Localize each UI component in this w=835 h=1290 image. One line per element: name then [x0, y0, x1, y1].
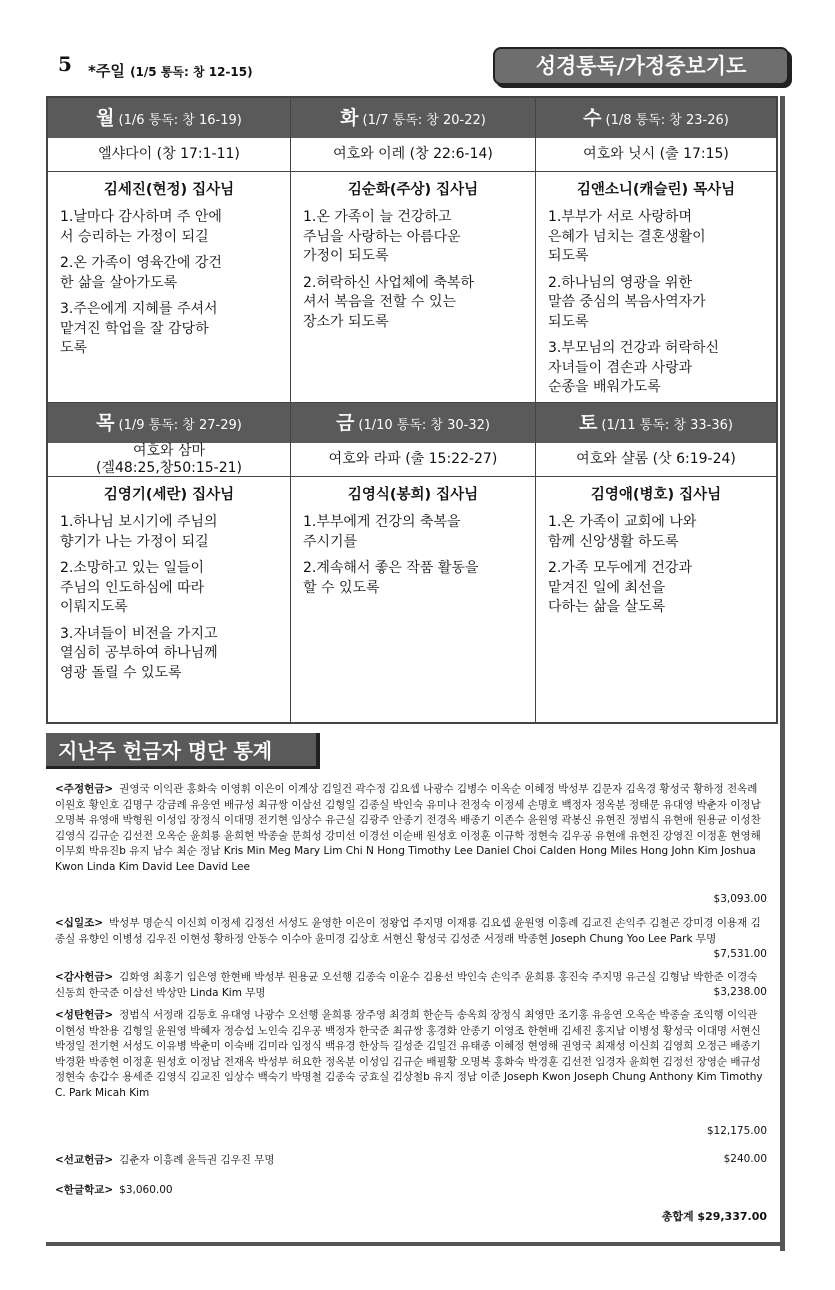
day-name: 수	[583, 107, 602, 129]
day-header	[536, 98, 776, 138]
day-name: 월	[96, 107, 115, 129]
day-cell-mon	[48, 98, 291, 403]
offering-names: 정범식 서정래 김동호 유대영 나광수 오선행 윤희룡 장주영 최경희 한순득 송옥희 장정식 최영만 조기홍 유응연 오옥순 박종술 조익행 이익관 이현성 박찬용 김형일 윤원영 박혜자 정승섭 노인숙 김우공 백정자 한국준 최규쌍 홍경화 안종기 이영조 한현배 김세진 홍지남 이병성 황성국 이대명 서현신 박정일 전기현 서성도 이유병 박춘미 이숙배 김미라 임정식 백유경 한상득 길성준 김일건 유태종 이혜정 현영해 권영국 최재성 이신희 김영희 오정근 배종기 박경환 박종현 이정훈 원성호 이정남 전재옥 박성부 허요한 정옥분 이성임 김규순 배필황 오명복 홍화숙 박경훈 김선전 임경자 윤희현 김정선 장영순 배규성 정현숙 송갑수 용세준 김영식 김교진 임상수 백숙기 박명철 김종숙 궁효실 김상철b 유지 정남 이준 Joseph Kwon Joseph Chung Anthony Kim Timothy C. Park Micah Kim	[55, 1009, 763, 1099]
week-title	[88, 60, 253, 81]
day-cell-tue	[291, 98, 536, 403]
day-verse: 여호와 삼마 (겔48:25,창50:15-21)	[48, 443, 290, 477]
prayer-item: 3.주은에게 지혜를 주셔서 맡겨진 학업을 잘 감당하 도록	[60, 301, 218, 356]
prayer-item: 2.하나님의 영광을 위한 말씀 중심의 복음사역자가 되도록	[548, 274, 706, 330]
prayer-item: 2.허락하신 사업체에 축복하 셔서 복음을 전할 수 있는 장소가 되도록	[303, 274, 475, 330]
day-leader: 김영식(봉희) 집사님	[347, 487, 479, 503]
day-cell-fri	[291, 403, 536, 722]
prayer-item: 2.온 가족이 영육간에 강건 한 삶을 살아가도록	[60, 255, 222, 291]
page-frame-shadow	[780, 96, 785, 1251]
offering-names: 김화영 최홍기 임은영 한현배 박성부 원용균 오선행 김종숙 이윤수 김용선 박인숙 손익주 윤희룡 홍진숙 주지명 유근실 김형남 박한준 이경숙 신동희 한국준 이삼선 박상만 Linda Kim 무명	[55, 971, 758, 999]
day-header	[48, 403, 290, 443]
day-reading: (1/8 통독: 창 23-26)	[605, 113, 729, 128]
offering-category: <십일조>	[55, 917, 104, 929]
section-banner: 성경통독/가정중보기도	[493, 47, 789, 85]
prayer-item: 2.가족 모두에게 건강과 맡겨진 일에 최선을 다하는 삶을 살도록	[548, 560, 692, 615]
day-reading: (1/6 통독: 창 16-19)	[118, 113, 242, 128]
offering-block-tithe	[55, 916, 767, 947]
offering-names: 권영국 이익관 홍화숙 이영휘 이은이 이계상 김일건 곽수정 김요셉 나광수 김병수 이옥순 이혜정 박성부 김문자 김옥경 황성국 황하정 전옥례 이원호 황인호 김명구 강금례 유응연 배규성 최규쌍 이삼선 김형일 김종실 박인숙 유미나 전정숙 이정세 손명호 백정자 정옥분 정태문 유대영 박춘자 이정남 오명복 유영애 박형원 이성임 장정식 이대명 전기현 임상수 유근실 김광주 안종기 전경옥 배종기 이존수 윤원영 곽봉신 유현진 정범식 유현애 원용균 이성찬 김영식 김규순 김선전 오옥순 윤희룡 윤희현 박종술 문희성 강미선 이경선 이순배 원성호 이정훈 이규학 정현숙 김우공 유현애 유현진 강영진 이정훈 현영해 이무회 박유진b 유지 남수 최순 정남 Kris Min Meg Mary Lim Chi N Hong Timothy Lee Daniel Choi Calden Hong Miles Hong John Kim Joshua Kwon Linda Kim David Lee David Lee	[55, 783, 761, 873]
day-verse: 여호와 라파 (출 15:22-27)	[291, 443, 535, 477]
prayer-list	[303, 208, 527, 339]
page-number: 5	[58, 52, 72, 76]
day-leader: 김영애(병호) 집사님	[590, 487, 722, 503]
offering-amount: $3,093.00	[713, 893, 767, 905]
offering-block-thanks	[55, 970, 767, 1001]
day-reading: (1/7 통독: 창 20-22)	[362, 113, 486, 128]
prayer-item: 1.부부에게 건강의 축복을 주시기를	[303, 514, 461, 550]
day-header	[536, 403, 776, 443]
prayer-item: 3.부모님의 건강과 허락하신 자녀들이 겸손과 사랑과 순종을 배워가도록	[548, 340, 720, 395]
day-verse: 여호와 이레 (창 22:6-14)	[291, 138, 535, 172]
day-cell-wed	[536, 98, 776, 403]
prayer-list	[548, 513, 768, 625]
day-reading: (1/11 통독: 창 33-36)	[601, 418, 733, 433]
offering-total: 총합계 $29,337.00	[661, 1210, 767, 1223]
offering-amount: $7,531.00	[713, 948, 767, 960]
prayer-list	[303, 513, 527, 605]
offering-amount: $12,175.00	[706, 1125, 767, 1137]
offering-names: $3,060.00	[119, 1184, 173, 1196]
day-header	[48, 98, 290, 138]
offering-section-title: 지난주 헌금자 명단 통계	[46, 733, 320, 769]
offering-amount: $240.00	[723, 1153, 767, 1165]
day-cell-sat	[536, 403, 776, 722]
day-header	[291, 403, 535, 443]
day-leader: 김영기(세란) 집사님	[103, 487, 235, 503]
offering-category: <성탄헌금>	[55, 1009, 114, 1021]
day-reading: (1/10 통독: 창 30-32)	[358, 418, 490, 433]
day-leader: 김순화(주상) 집사님	[347, 182, 479, 198]
prayer-list	[548, 208, 768, 405]
prayer-item: 1.온 가족이 늘 건강하고 주님을 사랑하는 아름다운 가정이 되도록	[303, 209, 461, 264]
bottom-rule	[46, 1242, 785, 1246]
offering-category: <한글학교>	[55, 1184, 114, 1196]
offering-amount: $3,238.00	[713, 986, 767, 998]
prayer-list	[60, 513, 282, 690]
offering-names: 박성부 명순식 이신희 이정세 김정선 서성도 윤영한 이은이 정왕업 주지명 이재룡 김요셉 윤원영 이흥례 김교진 손익주 김철곤 강미경 이용재 김종실 유향인 이병성 김우진 이현성 황하정 안동수 이수아 윤미경 김상호 서현신 황성국 김성준 서정래 박종현 Joseph Chung Yoo Lee Park 무명	[55, 917, 761, 945]
prayer-grid	[46, 96, 778, 724]
day-header	[291, 98, 535, 138]
prayer-item: 1.부부가 서로 사랑하며 은혜가 넘치는 결혼생활이 되도록	[548, 209, 706, 264]
day-verse: 여호와 샬롬 (삿 6:19-24)	[536, 443, 776, 477]
offering-category: <감사헌금>	[55, 971, 114, 983]
day-name: 금	[336, 412, 355, 434]
prayer-item: 3.자녀들이 비전을 가지고 열심히 공부하여 하나님께 영광 돌릴 수 있도록	[60, 625, 218, 681]
day-name: 목	[96, 412, 115, 434]
offering-category: <주정헌금>	[55, 783, 114, 795]
prayer-item: 1.하나님 보시기에 주님의 향기가 나는 가정이 되길	[60, 514, 218, 550]
day-name: 토	[579, 412, 598, 434]
offering-block-christmas	[55, 1008, 767, 1101]
prayer-item: 2.소망하고 있는 일들이 주님의 인도하심에 따라 이뤄지도록	[60, 560, 205, 615]
offering-block-main	[55, 782, 767, 875]
day-cell-thu	[48, 403, 291, 722]
prayer-list	[60, 208, 282, 366]
offering-category: <선교헌금>	[55, 1154, 114, 1166]
day-leader: 김세진(현정) 집사님	[103, 182, 235, 198]
prayer-item: 1.온 가족이 교회에 나와 함께 신앙생활 하도록	[548, 514, 697, 550]
day-verse: 엘샤다이 (창 17:1-11)	[48, 138, 290, 172]
prayer-item: 2.계속해서 좋은 작품 활동을 할 수 있도록	[303, 560, 479, 596]
offering-names: 김춘자 이흥례 윤득권 김우진 무명	[119, 1154, 275, 1166]
day-name: 화	[340, 107, 359, 129]
offering-block-korean-school	[55, 1183, 767, 1199]
day-verse: 여호와 닛시 (출 17:15)	[536, 138, 776, 172]
day-reading: (1/9 통독: 창 27-29)	[118, 418, 242, 433]
week-reading: (1/5 통독: 창 12-15)	[130, 65, 253, 79]
prayer-item: 1.날마다 감사하며 주 안에 서 승리하는 가정이 되길	[60, 209, 222, 245]
day-leader: 김앤소니(캐슬린) 목사님	[576, 182, 736, 198]
week-label: *주일	[88, 62, 125, 80]
offering-block-mission	[55, 1153, 767, 1169]
